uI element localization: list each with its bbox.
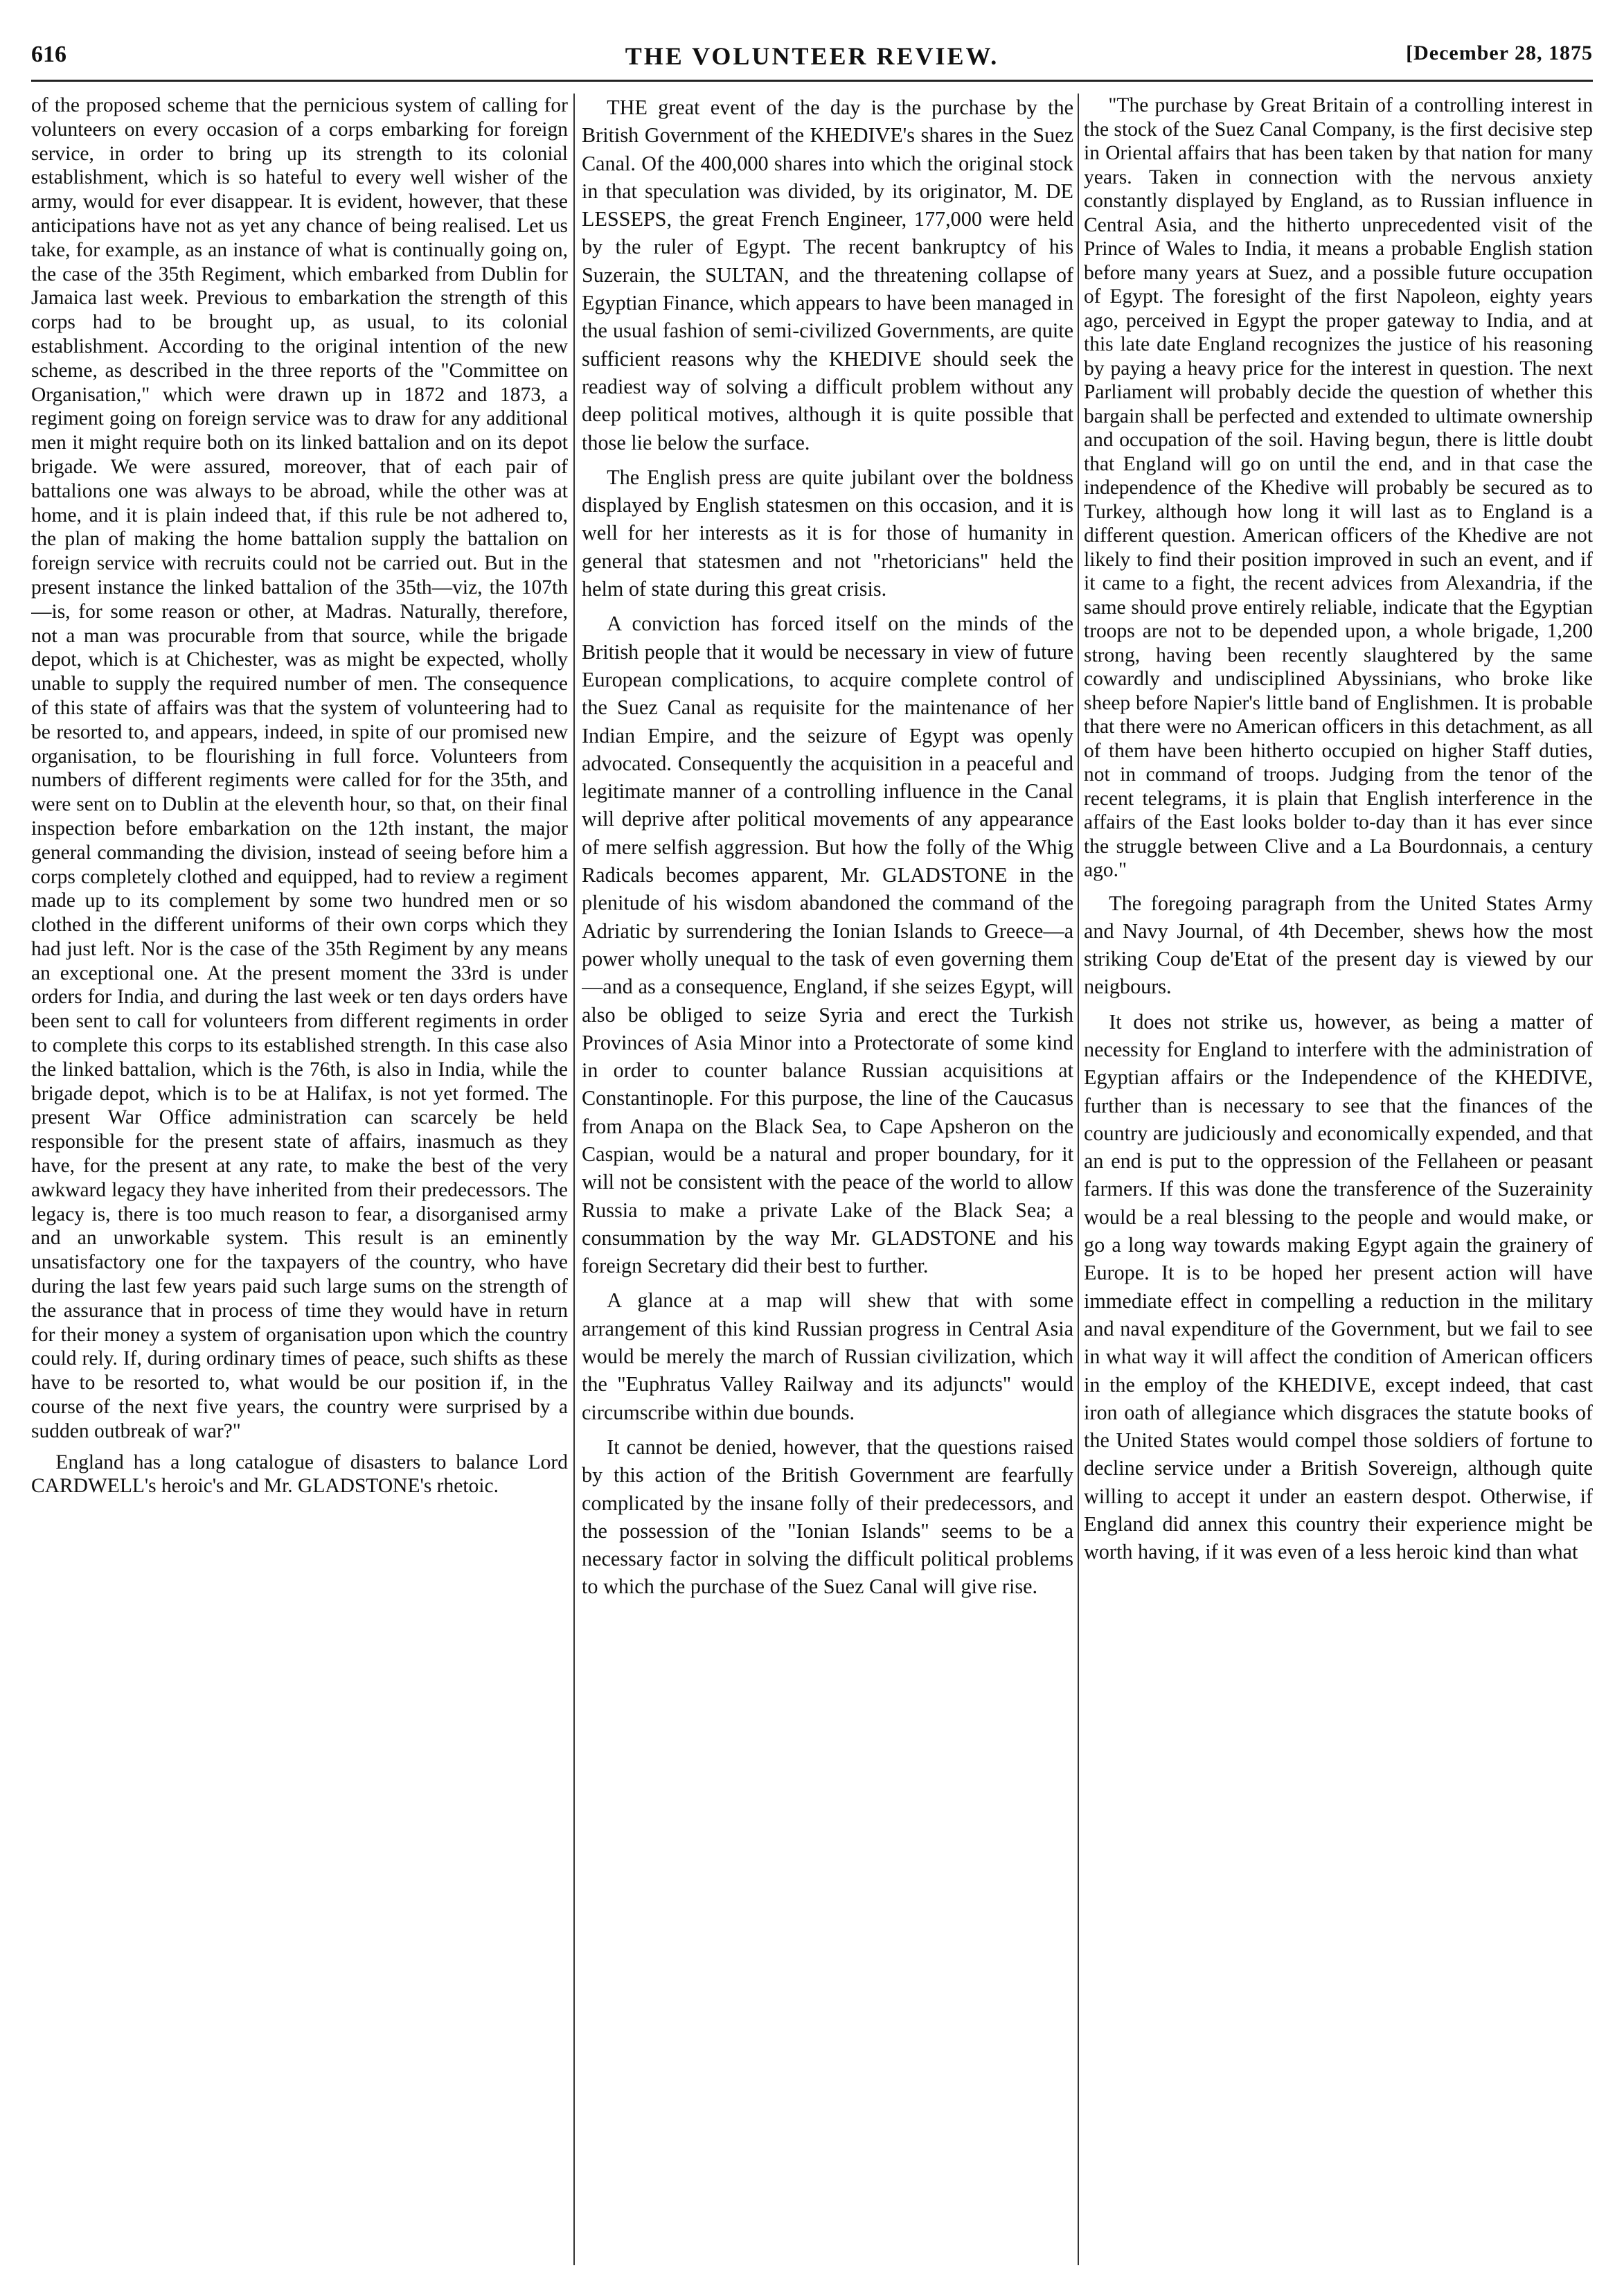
header-rule	[31, 80, 1593, 82]
issue-date: [December 28, 1875	[1406, 42, 1593, 64]
page-header	[31, 42, 1593, 83]
publication-title: THE VOLUNTEER REVIEW.	[625, 42, 999, 70]
column-2-paragraph: A conviction has forced itself on the minds of the British people that it would be necessary in view of future European complications, to acquire complete control of the Suez Canal as requisite for the maintenance of her Indian Empire, and the seizure of Egypt was openly advocated. Consequently the acquisition in a peaceful and legitimate manner of a controlling influence in the Canal will deprive after political movements of any appearance of mere selfish aggression. But how the folly of the Whig Radicals becomes apparent, Mr. GLADSTONE in the plenitude of his wisdom abandoned the command of the Adriatic by surrendering the Ionian Islands to Greece—a power wholly unequal to the task of even governing them—and as a consequence, England, if she seizes Egypt, will also be obliged to seize Syria and erect the Turkish Provinces of Asia Minor into a Protectorate of some kind in order to counter balance Russian acquisitions at Constantinople. For this purpose, the line of the Caucasus from Anapa on the Black Sea, to Cape Apsheron on the Caspian, would be a natural and proper boundary, for it will not be consistent with the peace of the world to allow Russia to make a private Lake of the Black Sea; a consummation by the way Mr. GLADSTONE and his foreign Secretary did their best to further.	[582, 612, 1073, 1278]
column-2-paragraph: A glance at a map will shew that with some arrangement of this kind Russian progress in Central Asia would be merely the march of Russian civilization, which the "Euphratus Valley Railway and its adjuncts" would circumscribe within due bounds.	[582, 1288, 1073, 1424]
column-divider	[1078, 94, 1079, 2265]
column-1-paragraph: of the proposed scheme that the pernicious system of calling for volunteers on every occasion of a corps embarking for foreign service, in order to bring up its strength to its colonial establishment, which is so hateful to every well wisher of the army, would for ever disappear. It is evident, however, that these anticipations have not as yet any chance of being realised. Let us take, for example, as an instance of what is continually going on, the case of the 35th Regiment, which embarked from Dublin for Jamaica last week. Previous to embarkation the strength of this corps had to be brought up, as usual, to its colonial establishment. According to the original intention of the new scheme, as described in the three reports of the "Committee on Organisation," which were drawn up in 1872 and 1873, a regiment going on foreign service was to draw for any additional men it might require both on its linked battalion and on its depot brigade. We were assured, moreover, that of each pair of battalions one was always to be abroad, while the other was at home, and it is plain indeed that, if this rule be not adhered to, the plan of making the home battalion supply the battalion on foreign service with recruits could not be carried out. But in the present instance the linked battalion of the 35th—viz, the 107th—is, for some reason or other, at Madras. Naturally, therefore, not a man was procurable from that source, while the brigade depot, which is at Chichester, was as might be expected, wholly unable to supply the required number of men. The consequence of this state of affairs was that the system of volunteering had to be resorted to, and appears, indeed, in spite of our promised new organisation, to be flourishing in full force. Volunteers from numbers of different regiments were called for for the 35th, and were sent on to Dublin at the eleventh hour, so that, on their final inspection before embarkation on the 12th instant, the major general commanding the division, instead of seeing before him a corps completely clothed and equipped, had to review a regiment made up to its complement by some two hundred men or so clothed in the different uniforms of their own corps which they had just left. Nor is the case of the 35th Regiment by any means an exceptional one. At the present moment the 33rd is under orders for India, and during the last week or ten days orders have been sent to call for volunteers from different regiments in order to complete this corps to its established strength. In this case also the linked battalion, which is the 76th, is also in India, while the brigade depot, which is to be at Halifax, is not yet formed. The present War Office administration can scarcely be held responsible for the present state of affairs, inasmuch as they have, for the present at any rate, to make the best of the very awkward legacy they have inherited from their predecessors. The legacy is, there is too much reason to fear, a disorganised army and an unworkable system. This result is an eminently unsatisfactory one for the taxpayers of the country, who have during the last few years paid such large sums on the strength of the assurance that in process of time they would have in return for their money a system of organisation upon which the country could rely. If, during ordinary times of peace, such shifts as these have to be resorted to, what would be our position if, in the course of the next five years, the country were surprised by a sudden outbreak of war?"	[31, 94, 568, 1442]
column-2-paragraph: The English press are quite jubilant over the boldness displayed by English statesmen on this occasion, and it is well for her interests as it is for those of humanity in general that statesmen and not "rhetoricians" held the helm of state during this great crisis.	[582, 465, 1073, 601]
column-3	[1084, 94, 1593, 2265]
column-1	[31, 94, 568, 2265]
column-divider	[573, 94, 575, 2265]
column-3-paragraph: The foregoing paragraph from the United States Army and Navy Journal, of 4th December, shews how the most striking Coup de'Etat of the present day is viewed by our neigbours.	[1084, 891, 1593, 999]
column-2-paragraph: It cannot be denied, however, that the questions raised by this action of the British Government are fearfully complicated by the insane folly of their predecessors, and the possession of the "Ionian Islands" seems to be a necessary factor in solving the difficult political problems to which the purchase of the Suez Canal will give rise.	[582, 1435, 1073, 1599]
column-2	[582, 94, 1073, 2265]
page-number: 616	[31, 42, 66, 67]
column-3-paragraph: It does not strike us, however, as being a matter of necessity for England to interfere with the administration of Egyptian affairs or the Independence of the KHEDIVE, further than is necessary to see that the finances of the country are judiciously and economically expended, and that an end is put to the oppression of the Fellaheen or peasant farmers. If this was done the transference of the Suzerainity would be a real blessing to the people and would make, or go a long way towards making Egypt again the grainery of Europe. It is to be hoped her present action will have immediate effect in compelling a reduction in the military and naval expenditure of the Government, but we fail to see in what way it will affect the condition of American officers in the employ of the KHEDIVE, except indeed, that cast iron oath of allegiance which disgraces the statute books of the United States would compel those soldiers of fortune to decline service under a British Sovereign, although quite willing to accept it under an eastern despot. Otherwise, if England did annex this country their experience might be worth having, if it was even of a less heroic kind than what	[1084, 1009, 1593, 1564]
column-1-paragraph: England has a long catalogue of disasters to balance Lord CARDWELL's heroic's and Mr. GLADSTONE's rhetoic.	[31, 1451, 568, 1498]
column-2-paragraph: THE great event of the day is the purchase by the British Government of the KHEDIVE's shares in the Suez Canal. Of the 400,000 shares into which the original stock in that speculation was divided, by its originator, M. DE LESSEPS, the great French Engineer, 177,000 were held by the ruler of Egypt. The recent bankruptcy of his Suzerain, the SULTAN, and the threatening collapse of Egyptian Finance, which appears to have been managed in the usual fashion of semi-civilized Governments, are quite sufficient reasons why the KHEDIVE should seek the readiest way of solving a difficult problem without any deep political motives, although it is quite possible that those lie below the surface.	[582, 96, 1073, 454]
quoted-paragraph: "The purchase by Great Britain of a controlling interest in the stock of the Suez Canal Company, is the first decisive step in Oriental affairs that has been taken by that nation for many years. Taken in connection with the nervous anxiety constantly displayed by England, as to Russian influence in Central Asia, and the hitherto unprecedented visit of the Prince of Wales to India, it means a probable English station before many years at Suez, and a possible future occupation of Egypt. The foresight of the first Napoleon, eighty years ago, perceived in Egypt the proper gateway to India, and at this late date England recognizes the justice of his reasoning by paying a heavy price for the interest in question. The next Parliament will probably decide the question of whether this bargain shall be perfected and extended to ultimate ownership and occupation of the soil. Having begun, there is little doubt that England will go on until the end, and in that case the independence of the Khedive will probably be secured as to Turkey, although how long it will last as to England is a different question. American officers of the Khedive are not likely to find their position improved in such an event, and if it came to a fight, the recent advices from Alexandria, if the same should prove entirely reliable, indicate that the Egyptian troops are not to be depended upon, a whole brigade, 1,200 strong, having been recently slaughtered by the same cowardly and undisciplined Abyssinians, who broke like sheep before Napier's little band of Englishmen. It is probable that there were no American officers in this detachment, as all of them have been hitherto occupied on higher Staff duties, not in command of troops. Judging from the tenor of the recent telegrams, it is plain that English interference in the affairs of the East looks bolder to-day than it has ever since the struggle between Clive and a La Bourdonnais, a century ago."	[1084, 94, 1593, 881]
